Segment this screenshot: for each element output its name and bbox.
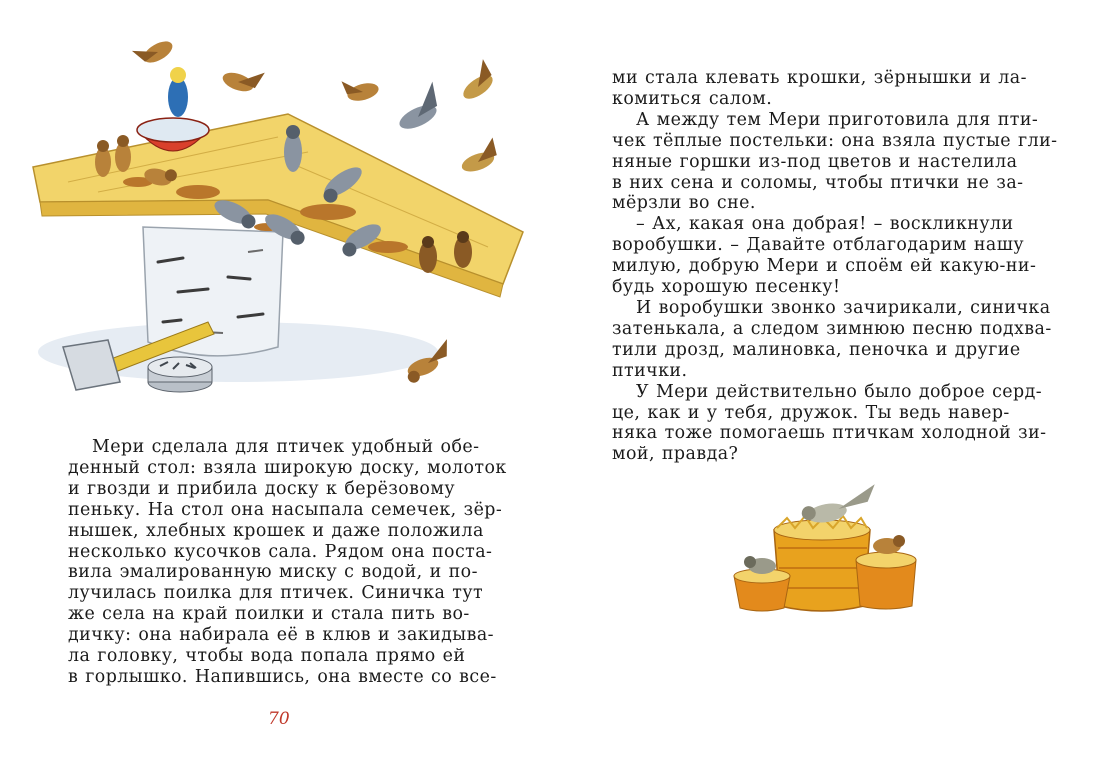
text-line: воробушки. – Давайте отблагодарим нашу (612, 235, 1025, 256)
text-line: мой, правда? (612, 444, 739, 465)
text-line: Мери сделала для птичек удобный обе- (92, 437, 480, 457)
text-line: тили дрозд, малиновка, пеночка и другие (612, 339, 1021, 360)
text-line: будь хорошую песенку! (612, 277, 841, 298)
text-line: милую, добрую Мери и споём ей какую-ни- (612, 256, 1037, 277)
text-line: це, как и у тебя, дружок. Ты ведь навер- (612, 402, 1010, 423)
text-line: затенькала, а следом зимнюю песню подхва- (612, 318, 1052, 339)
text-line: ми стала клевать крошки, зёрнышки и ла- (612, 68, 1027, 88)
text-line: няка тоже помогаешь птичкам холодной зи- (612, 423, 1047, 444)
text-line: А между тем Мери приготовила для пти- (636, 109, 1039, 130)
text-line: – Ах, какая она добрая! – воскликнули (636, 214, 1014, 235)
text-line: лучилась поилка для птичек. Синичка тут (68, 583, 484, 604)
large-basket (774, 516, 870, 611)
small-basket-left (734, 569, 790, 611)
birch-stump (143, 227, 283, 356)
bird-feeder-illustration (28, 22, 538, 407)
page-number: 70 (268, 709, 290, 729)
small-basket-right (856, 552, 916, 609)
text-line: дичку: она набирала её в клюв и закидыва- (68, 625, 494, 646)
text-line: нышек, хлебных крошек и даже положила (68, 520, 484, 541)
text-line: несколько кусочков сала. Рядом она поста- (68, 541, 493, 562)
text-line: ла головку, чтобы вода попала прямо ей (68, 646, 466, 667)
left-page-text (68, 437, 507, 688)
right-page-text (612, 68, 1058, 465)
text-line: вила эмалированную миску с водой, и по- (68, 562, 478, 583)
text-line: няные горшки из-под цветов и настелила (612, 151, 1018, 172)
text-line: И воробушки звонко зачирикали, синичка (636, 297, 1051, 318)
text-line: денный стол: взяла широкую доску, молоток (68, 457, 507, 478)
text-line: чек тёплые постельки: она взяла пустые гли- (612, 130, 1058, 151)
text-line: в горлышко. Напившись, она вместе со все- (68, 666, 497, 687)
nails-tin (148, 357, 212, 392)
text-line: мёрзли во сне. (612, 193, 756, 214)
baskets-nest-illustration (722, 478, 932, 618)
text-line: и гвозди и прибила доску к берёзовому (68, 478, 455, 499)
text-line: в них сена и соломы, чтобы птички не за- (612, 172, 1024, 193)
text-line: комиться салом. (612, 88, 773, 109)
text-line: птички. (612, 360, 688, 381)
text-line: пеньку. На стол она насыпала семечек, зёр- (68, 499, 503, 520)
text-line: У Мери действительно было доброе серд- (636, 381, 1043, 402)
text-line: же села на край поилки и стала пить во- (68, 604, 470, 625)
